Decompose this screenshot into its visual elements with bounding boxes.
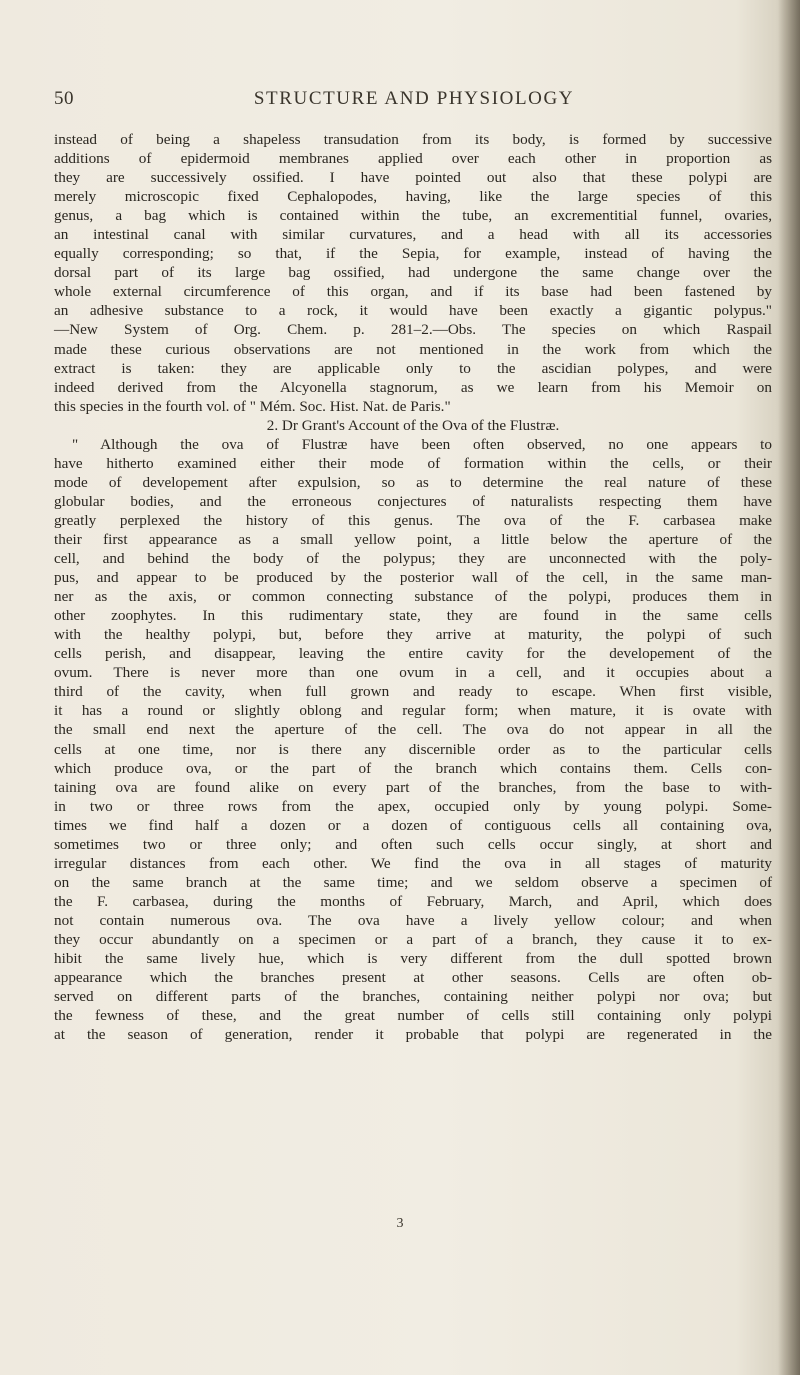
text-line: it has a round or slightly oblong and regular form; when mature, it is ovate with [54, 702, 772, 720]
text-line: dorsal part of its large bag ossified, had undergone the same change over the [54, 264, 772, 282]
text-line: they are successively ossified. I have pointed out also that these polypi are [54, 169, 772, 187]
text-line: globular bodies, and the erroneous conjectures of naturalists respecting them have [54, 492, 772, 510]
text-line: greatly perplexed the history of this genus. The ova of the F. carbasea make [54, 511, 772, 529]
text-line: not contain numerous ova. The ova have a lively yellow colour; and when [54, 911, 772, 929]
text-line: indeed derived from the Alcyonella stagnorum, as we learn from his Memoir on [54, 378, 772, 396]
text-line: —New System of Org. Chem. p. 281–2.—Obs. The species on which Raspail [54, 321, 772, 339]
text-line: additions of epidermoid membranes applied over each other in proportion as [54, 150, 772, 168]
text-line: mode of developement after expulsion, so as to determine the real nature of these [54, 473, 772, 491]
text-line: other zoophytes. In this rudimentary state, they are found in the same cells [54, 607, 772, 625]
text-line: an adhesive substance to a rock, it would have been exactly a gigantic polypus." [54, 302, 772, 320]
body-text [54, 130, 772, 1044]
text-line: their first appearance as a small yellow point, a little below the aperture of the [54, 530, 772, 548]
page-gutter-shadow [778, 0, 800, 1375]
text-line: the F. carbasea, during the months of February, March, and April, which does [54, 892, 772, 910]
text-line: ner as the axis, or common connecting substance of the polypi, produces them in [54, 588, 772, 606]
text-line: an intestinal canal with similar curvatures, and a head with all its accessories [54, 226, 772, 244]
text-line: equally corresponding; so that, if the Sepia, for example, instead of having the [54, 245, 772, 263]
text-line: served on different parts of the branches, containing neither polypi nor ova; but [54, 988, 772, 1006]
page-number: 50 [54, 88, 74, 109]
text-line: the fewness of these, and the great number of cells still containing only polypi [54, 1007, 772, 1025]
text-line: pus, and appear to be produced by the posterior wall of the cell, in the same man- [54, 569, 772, 587]
text-line: extract is taken: they are applicable only to the ascidian polypes, and were [54, 359, 772, 377]
running-head [54, 88, 774, 114]
text-line: taining ova are found alike on every part of the branches, from the base to with- [54, 778, 772, 796]
text-line: merely microscopic fixed Cephalopodes, having, like the large species of this [54, 188, 772, 206]
text-line: hibit the same lively hue, which is very different from the dull spotted brown [54, 950, 772, 968]
text-line: cells at one time, nor is there any discernible order as to the particular cells [54, 740, 772, 758]
text-line: made these curious observations are not mentioned in the work from which the [54, 340, 772, 358]
text-line: irregular distances from each other. We find the ova in all stages of maturity [54, 854, 772, 872]
text-line: with the healthy polypi, but, before they arrive at maturity, the polypi of such [54, 626, 772, 644]
text-line: cell, and behind the body of the polypus; they are unconnected with the poly- [54, 550, 772, 568]
text-line: ovum. There is never more than one ovum in a cell, and it occupies about a [54, 664, 772, 682]
text-line: instead of being a shapeless transudation from its body, is formed by successive [54, 131, 772, 148]
text-line: cells perish, and disappear, leaving the entire cavity for the developement of the [54, 645, 772, 663]
signature-mark: 3 [396, 1216, 404, 1231]
text-line: have hitherto examined either their mode of formation within the cells, or their [54, 454, 772, 472]
text-line: appearance which the branches present at other seasons. Cells are often ob- [54, 969, 772, 987]
text-line: whole external circumference of this organ, and if its base had been fastened by [54, 283, 772, 301]
text-line: " Although the ova of Flustræ have been often observed, no one appears to [72, 435, 772, 453]
text-line: sometimes two or three only; and often such cells occur singly, at short and [54, 835, 772, 853]
text-line: times we find half a dozen or a dozen of contiguous cells all containing ova, [54, 816, 772, 834]
text-line: genus, a bag which is contained within the tube, an excrementitial funnel, ovaries, [54, 207, 772, 225]
text-line: third of the cavity, when full grown and ready to escape. When first visible, [54, 683, 772, 701]
text-line: the small end next the aperture of the cell. The ova do not appear in all the [54, 721, 772, 739]
text-line: this species in the fourth vol. of " Mém. Soc. Hist. Nat. de Paris." [54, 397, 451, 415]
text-line: in two or three rows from the apex, occupied only by young polypi. Some- [54, 797, 772, 815]
text-line: which produce ova, or the part of the branch which contains them. Cells con- [54, 759, 772, 777]
text-line: on the same branch at the same time; and we seldom observe a specimen of [54, 873, 772, 891]
text-line: at the season of generation, render it probable that polypi are regenerated in the [54, 1026, 772, 1044]
text-line: they occur abundantly on a specimen or a part of a branch, they cause it to ex- [54, 930, 772, 948]
running-head-title: STRUCTURE AND PHYSIOLOGY [253, 88, 575, 109]
section-heading: 2. Dr Grant's Account of the Ova of the Flustræ. [266, 416, 560, 434]
